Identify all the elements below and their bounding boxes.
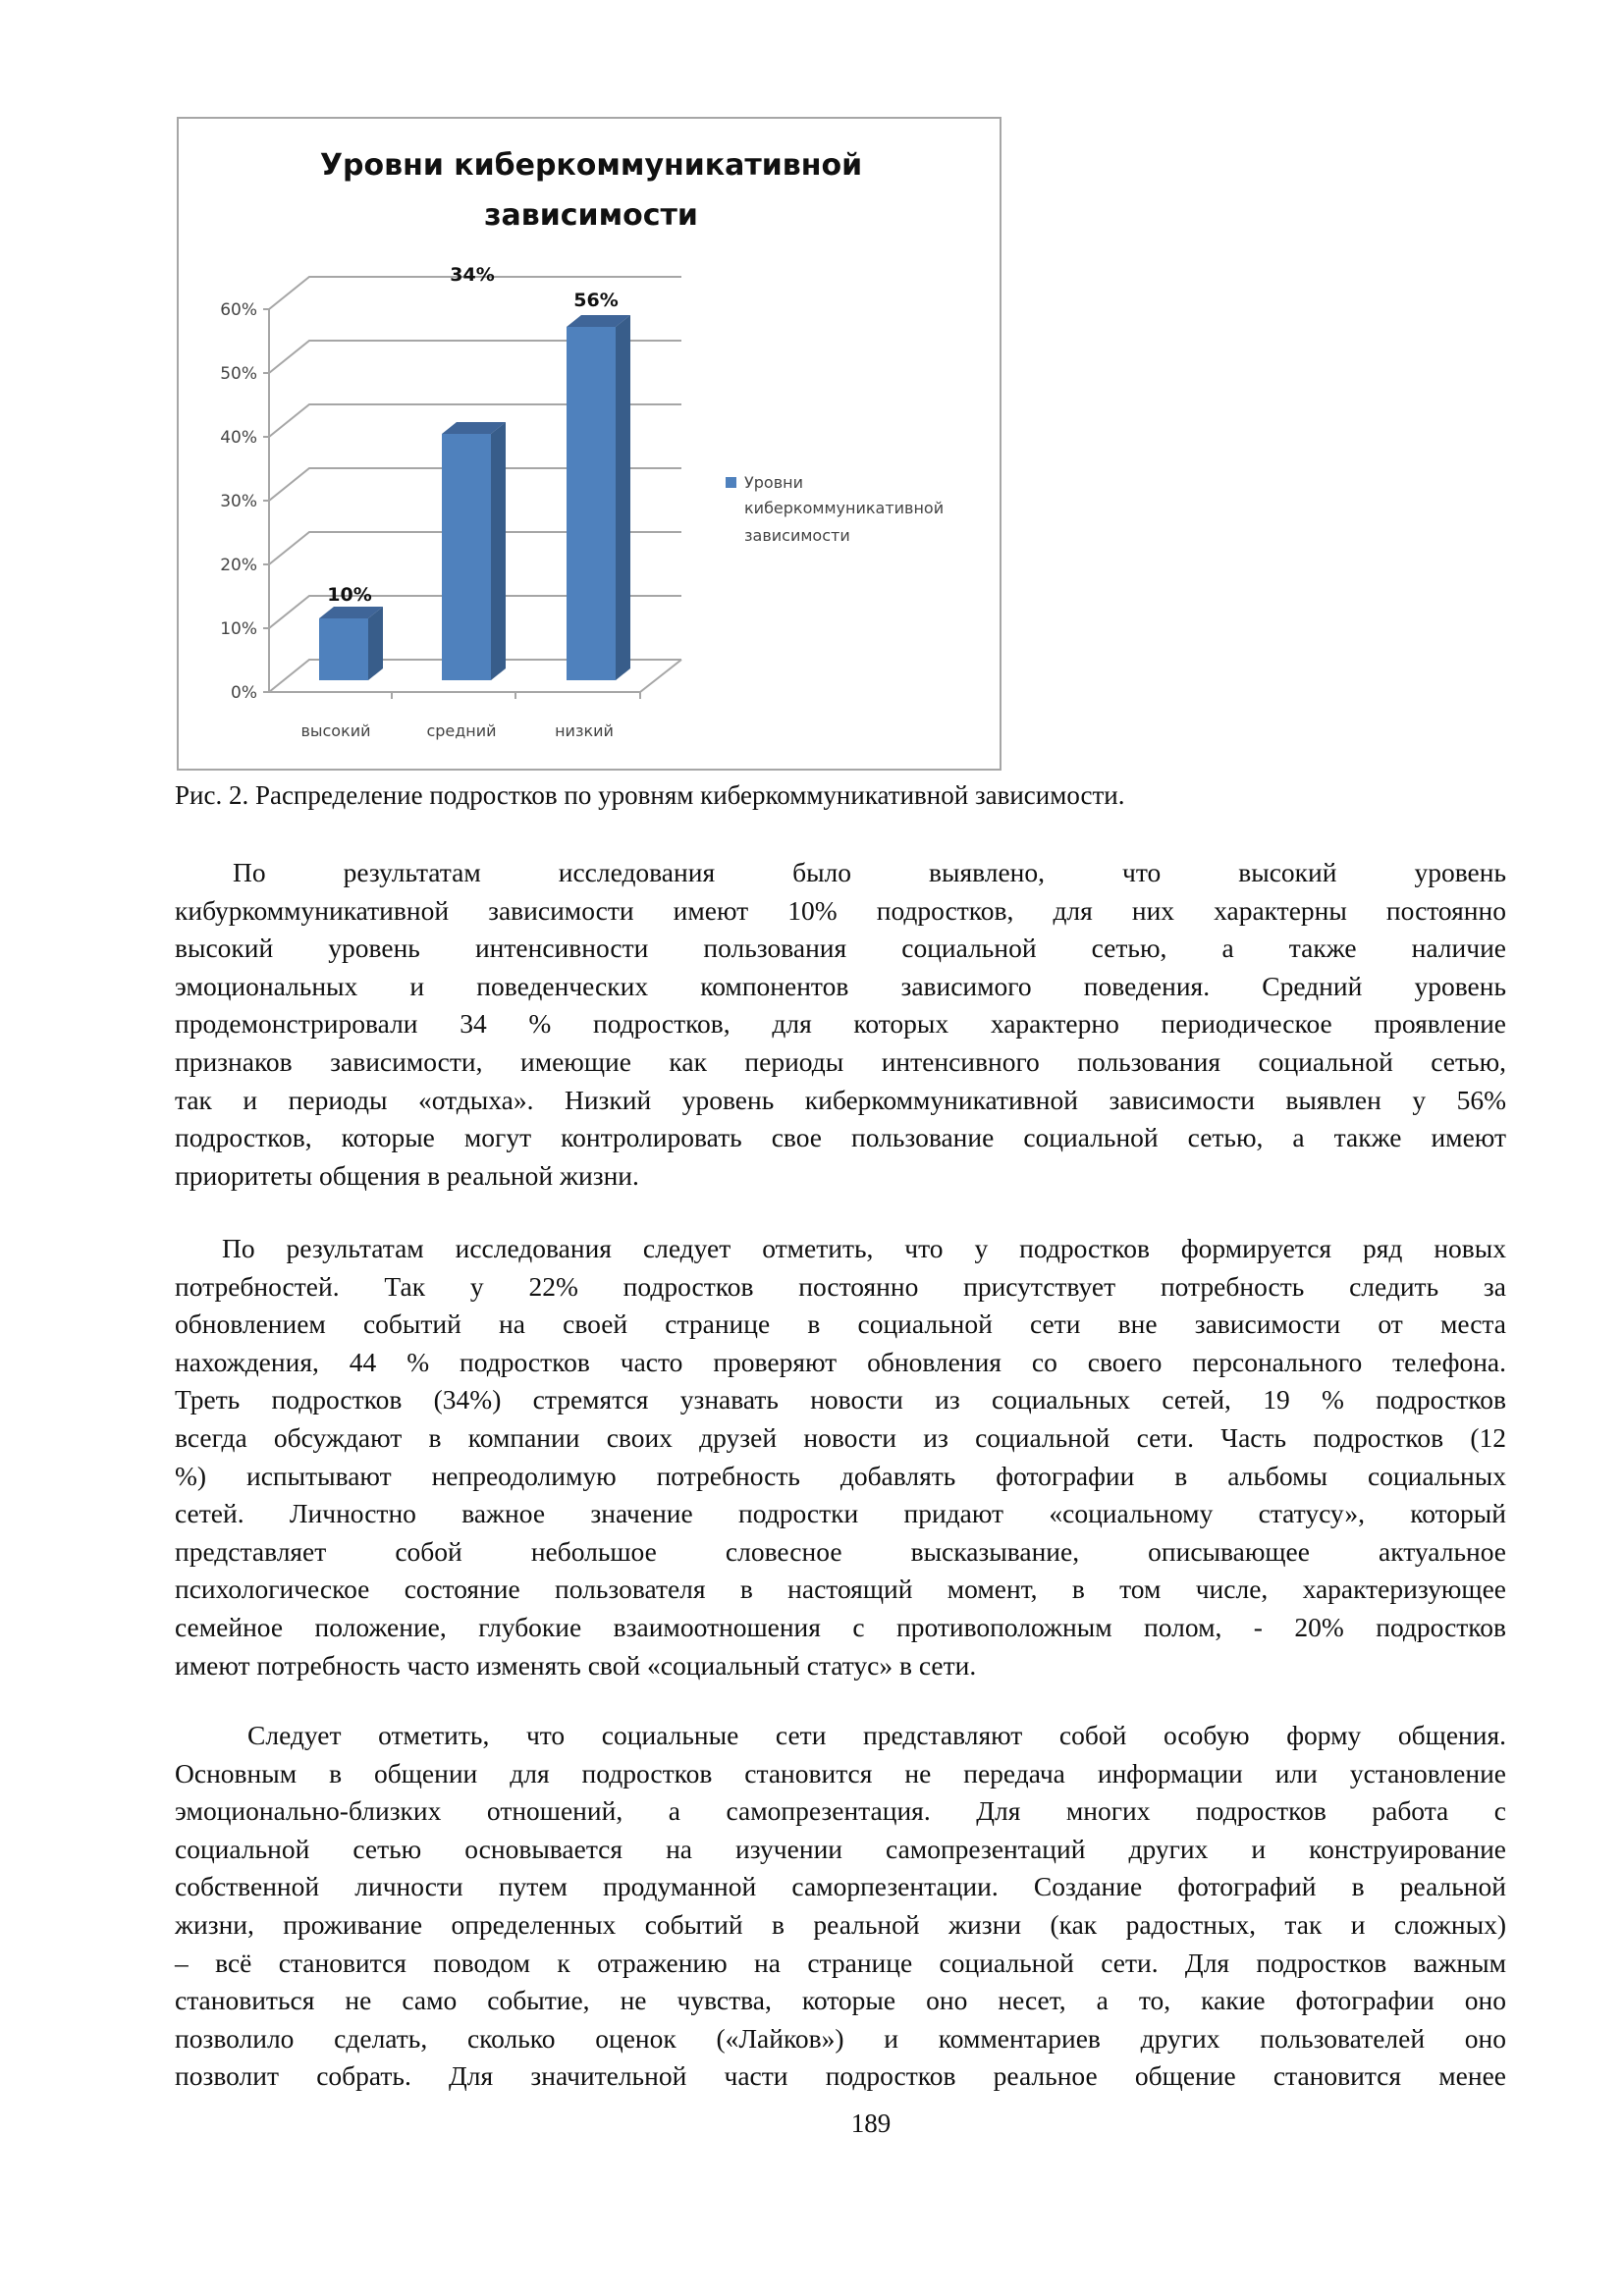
bar-chart-figure [177,117,1001,771]
text-line: становиться не само событие, не чувства, которые оно несет, а то, какие фотографии оно [175,1985,1506,2016]
y-tick-label: 30% [220,492,257,511]
text-line: %) испытывают непреодолимую потребность добавлять фотографии в альбомы социальных [175,1460,1506,1491]
paragraph-1 [175,854,1506,1195]
text-line: сетей. Личностно важное значение подростки придают «социальному статусу», который [175,1498,1506,1529]
text-line: имеют потребность часто изменять свой «социальный статус» в сети. [175,1649,977,1681]
text-line: кибуркоммуникативной зависимости имеют 10% подростков, для них характерны постоянно [175,894,1506,926]
bar-front [442,434,491,680]
bar-side [616,315,630,680]
text-line: потребностей. Так у 22% подростков постоянно присутствует потребность следить за [175,1270,1506,1302]
chart-title-line1: Уровни киберкоммуникативной [319,148,863,183]
text-line: нахождения, 44 % подростков часто проверяют обновления со своего персонального телефона. [175,1346,1506,1377]
text-line: всегда обсуждают в компании своих друзей новости из социальной сети. Часть подростков (12 [175,1421,1506,1453]
chart-legend [726,473,944,545]
text-line: представляет собой небольшое словесное высказывание, описывающее актуальное [175,1535,1506,1567]
bar-vysokiy [319,607,383,680]
legend-swatch [726,477,736,488]
text-line: Следует отметить, что социальные сети представляют собой особую форму общения. [247,1720,1506,1750]
bar-sredniy [442,422,506,680]
bar-nizkiy [567,315,630,680]
text-line: эмоциональных и поведенческих компонентов зависимого поведения. Средний уровень [175,970,1506,1001]
bar-side [491,422,506,680]
text-line: – всё становится поводом к отражению на странице социальной сети. Для подростков важным [175,1947,1506,1978]
bar-side [368,607,383,680]
paragraph-2 [175,1230,1506,1684]
text-line: Треть подростков (34%) стремятся узнавать новости из социальных сетей, 19 % подростков [175,1384,1506,1415]
text-line: По результатам исследования было выявлено, что высокий уровень [233,857,1506,887]
y-tick-label: 10% [220,619,257,639]
paragraph-3 [175,1717,1506,2096]
y-tick-label: 60% [220,300,257,320]
text-line: высокий уровень интенсивности пользования социальной сетью, а также наличие [175,933,1506,964]
x-tick-label: высокий [300,721,371,740]
text-line: эмоционально-близких отношений, а самопрезентация. Для многих подростков работа с [175,1795,1506,1827]
page-number: 189 [850,2109,892,2138]
text-line: психологическое состояние пользователя в настоящий момент, в том числе, характеризующее [175,1574,1506,1605]
chart-title-line2: зависимости [484,198,698,233]
bar-front [567,327,616,680]
text-line: подростков, которые могут контролировать свое пользование социальной сетью, а также имеют [175,1122,1506,1153]
text-line: Основным в общении для подростков становится не передача информации или установление [175,1757,1506,1789]
text-line: приоритеты общения в реальной жизни. [175,1159,639,1191]
text-line: так и периоды «отдыха». Низкий уровень киберкоммуникативной зависимости выявлен у 56% [175,1084,1506,1115]
text-line: продемонстрировали 34 % подростков, для которых характерно периодическое проявление [175,1008,1506,1040]
text-line: собственной личности путем продуманной саморпезентации. Создание фотографий в реальной [175,1871,1506,1902]
data-label: 56% [573,290,619,311]
text-line: обновлением событий на своей странице в социальной сети вне зависимости от места [175,1308,1506,1340]
text-line: семейное положение, глубокие взаимоотношения с противоположным полом, - 20% подростков [175,1611,1506,1642]
text-line: жизни, проживание определенных событий в реальной жизни (как радостных, так и сложных) [175,1908,1506,1940]
data-label: 34% [450,264,495,286]
legend-label-line2: киберкоммуникативной [744,499,945,517]
bar-chart [179,119,1003,773]
text-line: признаков зависимости, имеющие как периоды интенсивного пользования социальной сетью, [175,1045,1506,1077]
figure-caption: Рис. 2. Распределение подростков по уровням киберкоммуникативной зависимости. [175,780,1125,810]
legend-label-line3: зависимости [744,526,850,545]
text-line: социальной сетью основывается на изучении самопрезентаций других и конструирование [175,1833,1506,1864]
x-axis-labels [300,721,613,740]
x-tick-label: средний [426,721,497,740]
y-tick-label: 0% [231,683,257,703]
text-line: позволит собрать. Для значительной части подростков реальное общение становится менее [175,2060,1506,2092]
bar-front [319,618,368,680]
y-tick-label: 50% [220,364,257,384]
text-line: позволило сделать, сколько оценок («Лайков») и комментариев других пользователей оно [175,2022,1506,2054]
data-label: 10% [327,584,372,606]
y-tick-label: 20% [220,556,257,575]
y-axis-labels [220,300,257,703]
x-tick-label: низкий [555,721,614,740]
y-tick-label: 40% [220,428,257,448]
legend-label-line1: Уровни [744,473,803,492]
text-line: По результатам исследования следует отметить, что у подростков формируется ряд новых [222,1233,1506,1263]
